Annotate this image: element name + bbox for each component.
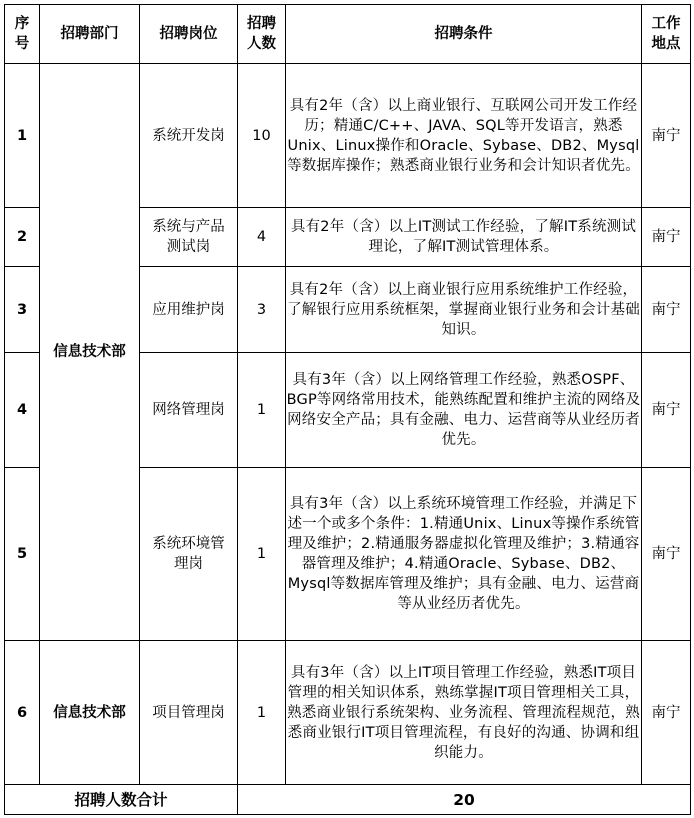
row-conditions: 具有2年（含）以上IT测试工作经验，了解IT系统测试理论，了解IT测试管理体系。: [286, 208, 642, 267]
row-position: 系统与产品测试岗: [140, 208, 238, 267]
row-count: 10: [238, 64, 286, 208]
table-row: [5, 641, 691, 785]
row-conditions: 具有3年（含）以上IT项目管理工作经验，熟悉IT项目管理的相关知识体系，熟练掌握IT项目管理相关工具，熟悉商业银行系统架构、业务流程、管理流程规范，熟悉商业银行IT项目管理流程，有良好的沟通、协调和组织能力。: [286, 641, 642, 785]
header-count: 招聘人数: [238, 5, 286, 64]
row-position: 系统环境管理岗: [140, 468, 238, 641]
row-seq: 3: [5, 267, 40, 353]
recruitment-table: [4, 4, 691, 815]
row-position: 应用维护岗: [140, 267, 238, 353]
row-position: 系统开发岗: [140, 64, 238, 208]
header-row: [5, 5, 691, 64]
row-conditions: 具有3年（含）以上系统环境管理工作经验，并满足下述一个或多个条件：1.精通Unix、Linux等操作系统管理及维护；2.精通服务器虚拟化管理及维护；3.精通容器管理及维护；4.精通Oracle、Sybase、DB2、Mysql等数据库管理及维护；具有金融、电力、运营商等从业经历者优先。: [286, 468, 642, 641]
row-count: 3: [238, 267, 286, 353]
header-position: 招聘岗位: [140, 5, 238, 64]
row-dept-merged: 信息技术部: [40, 64, 140, 641]
row-count: 1: [238, 641, 286, 785]
header-conditions: 招聘条件: [286, 5, 642, 64]
table-row: [5, 64, 691, 208]
row-location: 南宁: [642, 208, 691, 267]
total-value: 20: [238, 785, 691, 815]
row-location: 南宁: [642, 468, 691, 641]
row-seq: 6: [5, 641, 40, 785]
row-seq: 2: [5, 208, 40, 267]
row-position: 项目管理岗: [140, 641, 238, 785]
row-seq: 1: [5, 64, 40, 208]
row-dept: 信息技术部: [40, 641, 140, 785]
row-count: 1: [238, 353, 286, 468]
row-location: 南宁: [642, 353, 691, 468]
row-count: 4: [238, 208, 286, 267]
row-count: 1: [238, 468, 286, 641]
header-dept: 招聘部门: [40, 5, 140, 64]
row-location: 南宁: [642, 267, 691, 353]
row-location: 南宁: [642, 641, 691, 785]
row-location: 南宁: [642, 64, 691, 208]
total-row: [5, 785, 691, 815]
row-conditions: 具有3年（含）以上网络管理工作经验，熟悉OSPF、BGP等网络常用技术，能熟练配置和维护主流的网络及网络安全产品；具有金融、电力、运营商等从业经历者优先。: [286, 353, 642, 468]
row-seq: 4: [5, 353, 40, 468]
row-position: 网络管理岗: [140, 353, 238, 468]
row-seq: 5: [5, 468, 40, 641]
row-conditions: 具有2年（含）以上商业银行应用系统维护工作经验，了解银行应用系统框架，掌握商业银行业务和会计基础知识。: [286, 267, 642, 353]
header-location: 工作地点: [642, 5, 691, 64]
header-seq: 序号: [5, 5, 40, 64]
total-label: 招聘人数合计: [5, 785, 238, 815]
row-conditions: 具有2年（含）以上商业银行、互联网公司开发工作经历；精通C/C++、JAVA、SQL等开发语言，熟悉Unix、Linux操作和Oracle、Sybase、DB2、Mysql等数据库操作；熟悉商业银行业务和会计知识者优先。: [286, 64, 642, 208]
